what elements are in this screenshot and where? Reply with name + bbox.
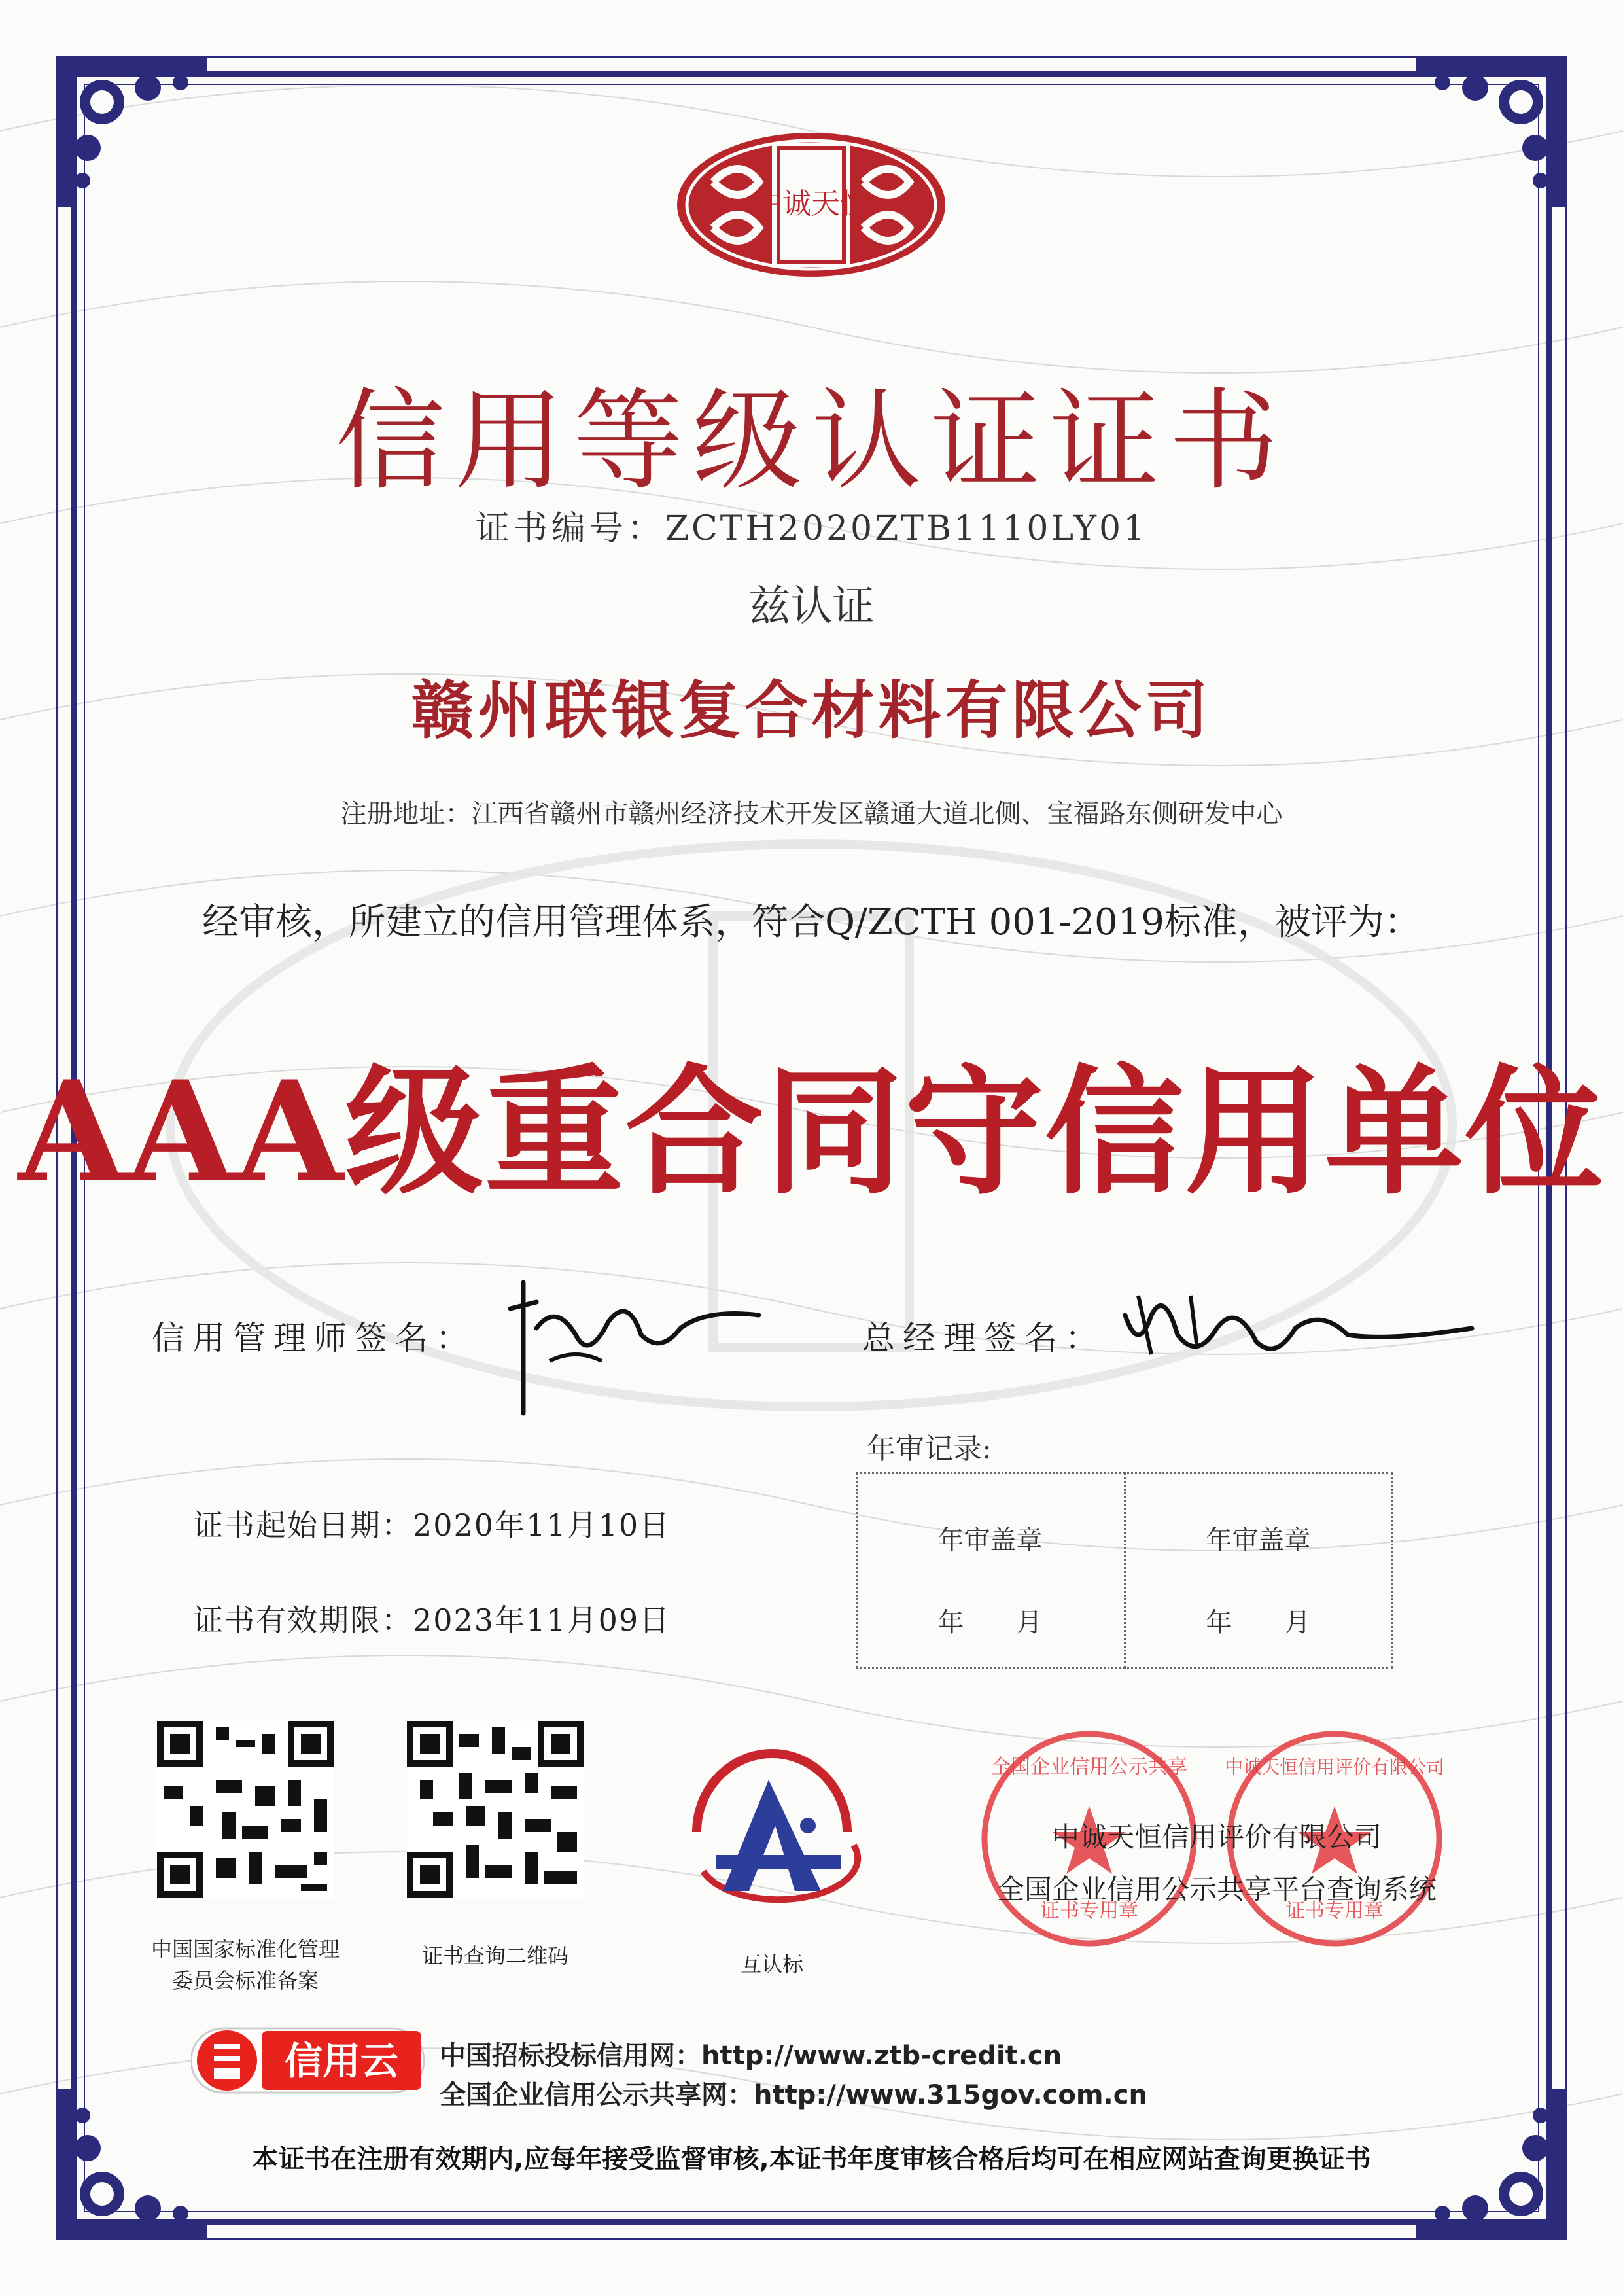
annual-date-1: 年 月 <box>937 1608 1043 1638</box>
link-ztb-label: 中国招标投标信用网： <box>440 2041 701 2071</box>
credit-manager-signature <box>497 1269 772 1420</box>
start-date <box>193 1502 671 1545</box>
standard-filing-caption-line2: 委员会标准备案 <box>171 1968 319 1993</box>
link-315gov-url[interactable]: http://www.315gov.com.cn <box>754 2080 1147 2110</box>
start-date-label: 证书起始日期： <box>193 1508 413 1543</box>
seal2-bottom-text: 证书专用章 <box>1285 1899 1384 1922</box>
certificate-query-caption: 证书查询二维码 <box>421 1943 568 1968</box>
link-ztb-url[interactable]: http://www.ztb-credit.cn <box>701 2041 1062 2071</box>
expiry-date-label: 证书有效期限： <box>193 1602 413 1638</box>
certificate-number <box>0 501 1623 550</box>
annual-stamp-2: 年审盖章 <box>1206 1525 1311 1555</box>
credit-grade: AAA级重合同守信用单位 <box>18 1050 1605 1213</box>
link-315gov-label: 全国企业信用公示共享网： <box>440 2080 754 2110</box>
corner-ornament-top-right <box>1416 56 1567 207</box>
seal2-text: 中诚天恒信用评价有限公司 <box>1224 1756 1445 1778</box>
expiry-date-value: 2023年11月09日 <box>413 1602 671 1638</box>
seal1-bottom-text: 证书专用章 <box>1040 1899 1138 1922</box>
registered-address <box>0 793 1623 830</box>
credit-cloud-badge <box>191 2024 427 2096</box>
certificate-number-label: 证书编号： <box>475 509 665 548</box>
standard-filing-qr-code[interactable] <box>157 1721 334 1898</box>
general-manager-signature <box>1112 1282 1478 1368</box>
issuer-name: 中诚天恒信用评价有限公司 <box>1051 1821 1382 1853</box>
annual-review-label: 年审记录: <box>867 1432 992 1466</box>
standard-filing-caption <box>124 1934 366 1996</box>
link-ztb-credit[interactable] <box>440 2035 1062 2072</box>
hereby-certify: 兹认证 <box>748 582 875 631</box>
corner-ornament-top-left <box>56 56 207 207</box>
mutual-recognition-caption: 互认标 <box>740 1952 803 1977</box>
audit-statement: 经审核，所建立的信用管理体系，符合Q/ZCTH 001-2019标准，被评为： <box>202 901 1421 944</box>
expiry-date <box>193 1597 671 1640</box>
certificate-number-value: ZCTH2020ZTB1110LY01 <box>665 509 1148 548</box>
mutual-recognition-logo <box>677 1734 867 1930</box>
credit-cloud-text: 信用云 <box>284 2039 399 2083</box>
issuer-query-system: 全国企业信用公示共享平台查询系统 <box>996 1873 1437 1905</box>
annual-review-divider <box>1124 1472 1126 1669</box>
standard-filing-caption-line1: 中国国家标准化管理 <box>150 1937 340 1962</box>
emblem-text: 中诚天恒 <box>754 187 869 221</box>
annual-date-2: 年 月 <box>1206 1608 1311 1638</box>
certificate-query-qr-code[interactable] <box>407 1721 584 1898</box>
address-value: 江西省赣州市赣州经济技术开发区赣通大道北侧、宝福路东侧研发中心 <box>471 799 1283 829</box>
start-date-value: 2020年11月10日 <box>413 1508 671 1543</box>
credit-manager-signature-label: 信用管理师签名： <box>152 1319 476 1357</box>
certificate-title: 信用等级认证证书 <box>335 377 1288 505</box>
address-label: 注册地址： <box>340 799 472 829</box>
link-315gov[interactable] <box>440 2074 1147 2111</box>
annual-stamp-1: 年审盖章 <box>937 1525 1043 1555</box>
seal1-text: 全国企业信用公示共享 <box>991 1756 1187 1778</box>
footer-notice: 本证书在注册有效期内,应每年接受监督审核,本证书年度审核合格后均可在相应网站查询更换证书 <box>252 2144 1371 2174</box>
company-emblem-logo <box>674 130 949 280</box>
company-name: 赣州联银复合材料有限公司 <box>411 674 1212 747</box>
general-manager-signature-label: 总经理签名： <box>862 1319 1106 1357</box>
